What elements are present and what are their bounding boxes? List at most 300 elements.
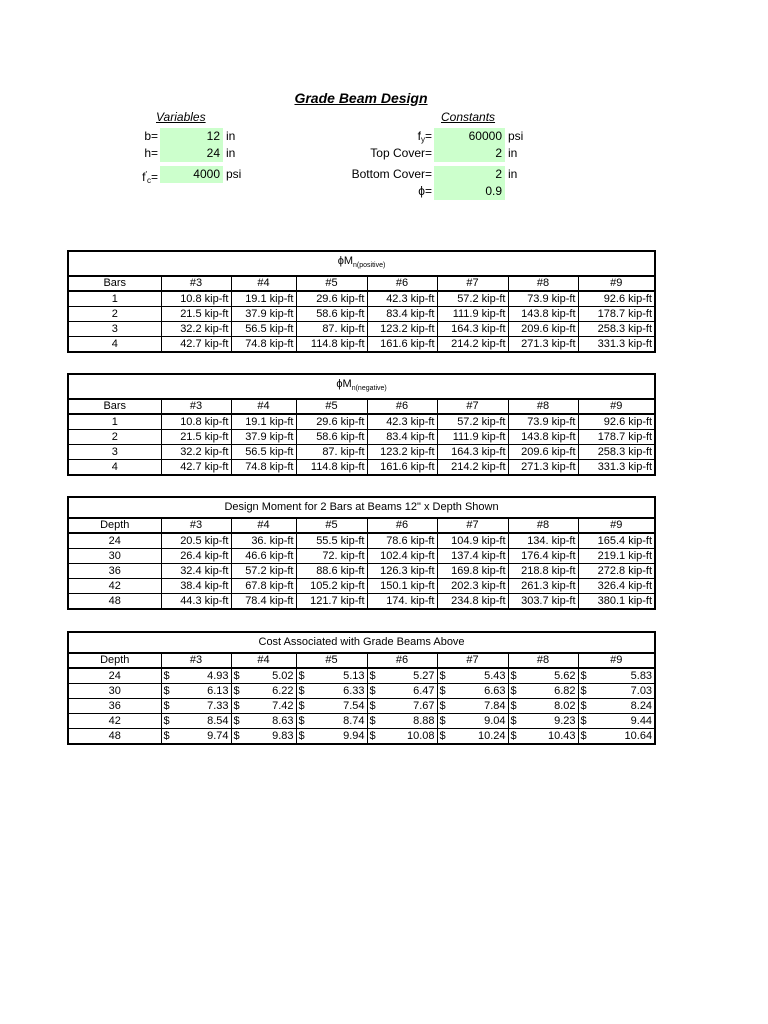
bar-size-header: #3 <box>161 653 231 668</box>
cost-cell[interactable] <box>231 729 296 745</box>
moment-cell[interactable]: 380.1 kip-ft <box>578 594 655 610</box>
cost-cell-content <box>299 714 365 728</box>
moment-cell[interactable]: 21.5 kip-ft <box>161 430 231 445</box>
cost-cell-content <box>234 714 294 728</box>
cost-cell[interactable] <box>231 714 296 729</box>
moment-cell[interactable]: 174. kip-ft <box>367 594 437 610</box>
moment-cell[interactable]: 331.3 kip-ft <box>578 460 655 476</box>
moment-cell[interactable]: 169.8 kip-ft <box>437 564 508 579</box>
currency-symbol: $ <box>510 715 517 727</box>
constant-top-cover-value[interactable]: 2 <box>434 145 505 162</box>
cost-cell[interactable] <box>296 699 367 714</box>
cost-cell[interactable] <box>578 714 655 729</box>
bar-size-header: #3 <box>161 399 231 414</box>
row-label: 2 <box>68 430 161 445</box>
bar-size-header: #8 <box>508 518 578 533</box>
design-moment-table <box>67 496 656 610</box>
cost-cell[interactable] <box>508 699 578 714</box>
currency-symbol: $ <box>163 730 170 742</box>
bar-size-header: #4 <box>231 518 296 533</box>
moment-cell[interactable]: 164.3 kip-ft <box>437 445 508 460</box>
currency-symbol: $ <box>369 700 376 712</box>
cost-value: 5.27 <box>413 670 435 682</box>
moment-cell[interactable]: 209.6 kip-ft <box>508 445 578 460</box>
row-label: 30 <box>68 684 161 699</box>
moment-positive-table <box>67 250 656 353</box>
currency-symbol: $ <box>233 715 240 727</box>
cost-cell-content <box>440 729 506 743</box>
moment-cell[interactable]: 165.4 kip-ft <box>578 533 655 549</box>
cost-cell[interactable] <box>296 668 367 684</box>
row-label: 24 <box>68 668 161 684</box>
moment-cell[interactable]: 44.3 kip-ft <box>161 594 231 610</box>
table-row <box>68 307 655 322</box>
cost-value: 7.33 <box>207 700 229 712</box>
table-title <box>68 497 655 518</box>
moment-cell[interactable]: 32.2 kip-ft <box>161 322 231 337</box>
constant-bottom-cover-label: Bottom Cover= <box>351 167 432 181</box>
cost-cell-content <box>581 684 653 698</box>
cost-value: 8.54 <box>207 715 229 727</box>
moment-cell[interactable]: 78.4 kip-ft <box>231 594 296 610</box>
cost-cell[interactable] <box>367 714 437 729</box>
moment-cell[interactable]: 42.3 kip-ft <box>367 291 437 307</box>
cost-cell[interactable] <box>578 729 655 745</box>
cost-value: 9.44 <box>630 715 653 727</box>
moment-cell[interactable]: 104.9 kip-ft <box>437 533 508 549</box>
bar-size-header: #6 <box>367 518 437 533</box>
table-row <box>68 699 655 714</box>
table-row <box>68 445 655 460</box>
bar-size-header: #5 <box>296 653 367 668</box>
moment-cell[interactable]: 74.8 kip-ft <box>231 460 296 476</box>
moment-cell[interactable]: 202.3 kip-ft <box>437 579 508 594</box>
currency-symbol: $ <box>439 685 446 697</box>
moment-cell[interactable]: 78.6 kip-ft <box>367 533 437 549</box>
row-header-cell: Depth <box>68 518 161 533</box>
table-row <box>68 460 655 476</box>
constant-bottom-cover-value[interactable]: 2 <box>434 166 505 183</box>
table-title-row <box>68 632 655 653</box>
moment-cell[interactable]: 19.1 kip-ft <box>231 291 296 307</box>
currency-symbol: $ <box>510 685 517 697</box>
moment-cell[interactable]: 143.8 kip-ft <box>508 307 578 322</box>
moment-negative-table <box>67 373 656 476</box>
moment-cell[interactable]: 57.2 kip-ft <box>437 291 508 307</box>
cost-value: 5.13 <box>343 670 365 682</box>
table-row <box>68 291 655 307</box>
cost-cell[interactable] <box>231 699 296 714</box>
moment-cell[interactable]: 42.7 kip-ft <box>161 460 231 476</box>
moment-cell[interactable]: 271.3 kip-ft <box>508 337 578 353</box>
currency-symbol: $ <box>439 715 446 727</box>
bar-size-header: #3 <box>161 518 231 533</box>
moment-cell[interactable]: 20.5 kip-ft <box>161 533 231 549</box>
moment-cell[interactable]: 29.6 kip-ft <box>296 414 367 430</box>
constant-fy-unit: psi <box>508 129 524 143</box>
moment-cell[interactable]: 87. kip-ft <box>296 445 367 460</box>
moment-cell[interactable]: 161.6 kip-ft <box>367 460 437 476</box>
currency-symbol: $ <box>163 685 170 697</box>
moment-cell[interactable]: 178.7 kip-ft <box>578 307 655 322</box>
moment-cell[interactable]: 32.4 kip-ft <box>161 564 231 579</box>
currency-symbol: $ <box>580 730 587 742</box>
row-header-cell: Bars <box>68 276 161 291</box>
table-row <box>68 549 655 564</box>
moment-cell[interactable]: 134. kip-ft <box>508 533 578 549</box>
moment-cell[interactable]: 123.2 kip-ft <box>367 322 437 337</box>
moment-cell[interactable]: 37.9 kip-ft <box>231 430 296 445</box>
moment-cell[interactable]: 72. kip-ft <box>296 549 367 564</box>
moment-cell[interactable]: 67.8 kip-ft <box>231 579 296 594</box>
cost-cell-content <box>581 699 653 713</box>
moment-cell[interactable]: 111.9 kip-ft <box>437 430 508 445</box>
currency-symbol: $ <box>369 730 376 742</box>
cost-value: 8.74 <box>343 715 365 727</box>
moment-cell[interactable]: 37.9 kip-ft <box>231 307 296 322</box>
variable-fc-label: $f'_c=$ <box>142 170 158 185</box>
bar-size-header: #9 <box>578 518 655 533</box>
table-row <box>68 564 655 579</box>
variable-b-unit: in <box>226 129 236 143</box>
cost-cell-content <box>581 714 653 728</box>
cost-cell-content <box>234 729 294 743</box>
currency-symbol: $ <box>233 700 240 712</box>
moment-cell[interactable]: 176.4 kip-ft <box>508 549 578 564</box>
row-label: 36 <box>68 699 161 714</box>
cost-cell-content <box>440 669 506 683</box>
currency-symbol: $ <box>233 685 240 697</box>
cost-cell-content <box>370 684 435 698</box>
cost-cell-content <box>299 669 365 683</box>
cost-cell[interactable] <box>367 684 437 699</box>
cost-cell-content <box>234 684 294 698</box>
cost-cell-content <box>164 729 229 743</box>
bar-size-header: #5 <box>296 518 367 533</box>
cost-cell-content <box>370 669 435 683</box>
row-label: 3 <box>68 445 161 460</box>
row-header-cell: Depth <box>68 653 161 668</box>
moment-cell[interactable]: 123.2 kip-ft <box>367 445 437 460</box>
cost-cell[interactable] <box>578 699 655 714</box>
moment-cell[interactable]: 126.3 kip-ft <box>367 564 437 579</box>
cost-cell-content <box>511 699 576 713</box>
row-label: 30 <box>68 549 161 564</box>
moment-cell[interactable]: 10.8 kip-ft <box>161 414 231 430</box>
moment-cell[interactable]: 303.7 kip-ft <box>508 594 578 610</box>
cost-cell[interactable] <box>161 714 231 729</box>
cost-cell-content <box>511 669 576 683</box>
constant-top-cover-label: Top Cover= <box>370 146 432 160</box>
cost-value: 5.83 <box>630 670 653 682</box>
cost-cell-content <box>234 669 294 683</box>
moment-cell[interactable]: 57.2 kip-ft <box>231 564 296 579</box>
cost-cell[interactable] <box>367 729 437 745</box>
cost-value: 9.83 <box>272 730 294 742</box>
cost-cell[interactable] <box>437 699 508 714</box>
table-row <box>68 430 655 445</box>
moment-cell[interactable]: 272.8 kip-ft <box>578 564 655 579</box>
constant-fy-value[interactable]: 60000 <box>434 128 505 145</box>
moment-cell[interactable]: 164.3 kip-ft <box>437 322 508 337</box>
moment-cell[interactable]: 55.5 kip-ft <box>296 533 367 549</box>
currency-symbol: $ <box>439 700 446 712</box>
moment-cell[interactable]: 102.4 kip-ft <box>367 549 437 564</box>
bar-size-header: #7 <box>437 399 508 414</box>
moment-cell[interactable]: 92.6 kip-ft <box>578 291 655 307</box>
table-title: Cost Associated with Grade Beams Above <box>68 632 655 653</box>
moment-cell[interactable]: 21.5 kip-ft <box>161 307 231 322</box>
currency-symbol: $ <box>298 685 305 697</box>
table-title <box>68 251 655 276</box>
cost-cell-content <box>511 714 576 728</box>
cost-value: 10.24 <box>477 730 506 742</box>
variable-b-value[interactable]: 12 <box>160 128 223 145</box>
cost-cell[interactable] <box>296 684 367 699</box>
table-title-row <box>68 251 655 276</box>
cost-value: 6.47 <box>413 685 435 697</box>
cost-cell-content <box>299 699 365 713</box>
cost-cell[interactable] <box>161 684 231 699</box>
cost-value: 4.93 <box>207 670 229 682</box>
cost-value: 7.84 <box>484 700 506 712</box>
currency-symbol: $ <box>298 715 305 727</box>
moment-cell[interactable]: 10.8 kip-ft <box>161 291 231 307</box>
cost-value: 5.02 <box>272 670 294 682</box>
cost-cell[interactable] <box>231 684 296 699</box>
currency-symbol: $ <box>233 730 240 742</box>
cost-cell[interactable] <box>161 729 231 745</box>
cost-value: 9.94 <box>343 730 365 742</box>
row-label: 3 <box>68 322 161 337</box>
bar-size-header: #7 <box>437 518 508 533</box>
table-title <box>68 374 655 399</box>
moment-cell[interactable]: 137.4 kip-ft <box>437 549 508 564</box>
cost-cell[interactable] <box>437 684 508 699</box>
moment-cell[interactable]: 214.2 kip-ft <box>437 337 508 353</box>
cost-value: 8.02 <box>554 700 576 712</box>
cost-cell[interactable] <box>437 729 508 745</box>
currency-symbol: $ <box>439 730 446 742</box>
cost-value: 6.13 <box>207 685 229 697</box>
cost-cell-content <box>234 699 294 713</box>
cost-cell[interactable] <box>161 668 231 684</box>
bar-size-header: #4 <box>231 653 296 668</box>
cost-cell-content <box>581 729 653 743</box>
table-header-row <box>68 399 655 414</box>
moment-cell[interactable]: 73.9 kip-ft <box>508 291 578 307</box>
moment-cell[interactable]: 83.4 kip-ft <box>367 430 437 445</box>
cost-cell-content <box>440 684 506 698</box>
moment-cell[interactable]: 258.3 kip-ft <box>578 322 655 337</box>
cost-cell[interactable] <box>437 668 508 684</box>
table-row <box>68 729 655 745</box>
table-title-subscript: n(negative) <box>351 385 387 392</box>
bar-size-header: #6 <box>367 399 437 414</box>
cost-cell[interactable] <box>508 684 578 699</box>
cost-value: 8.88 <box>413 715 435 727</box>
variable-h-unit: in <box>226 146 236 160</box>
cost-value: 8.24 <box>630 700 653 712</box>
moment-cell[interactable]: 209.6 kip-ft <box>508 322 578 337</box>
moment-cell[interactable]: 150.1 kip-ft <box>367 579 437 594</box>
table-row <box>68 579 655 594</box>
variable-fc-value[interactable]: 4000 <box>160 166 223 183</box>
moment-cell[interactable]: 261.3 kip-ft <box>508 579 578 594</box>
cost-cell[interactable] <box>296 714 367 729</box>
moment-cell[interactable]: 36. kip-ft <box>231 533 296 549</box>
row-label: 1 <box>68 291 161 307</box>
bar-size-header: #9 <box>578 653 655 668</box>
cost-value: 7.03 <box>630 685 653 697</box>
cost-value: 5.43 <box>484 670 506 682</box>
cost-cell[interactable] <box>578 668 655 684</box>
table-title-main: ϕM <box>337 255 354 267</box>
moment-cell[interactable]: 258.3 kip-ft <box>578 445 655 460</box>
cost-table <box>67 631 656 745</box>
row-label: 1 <box>68 414 161 430</box>
moment-cell[interactable]: 114.8 kip-ft <box>296 337 367 353</box>
bar-size-header: #8 <box>508 276 578 291</box>
cost-cell[interactable] <box>508 729 578 745</box>
currency-symbol: $ <box>510 700 517 712</box>
cost-cell-content <box>370 714 435 728</box>
table-title-main: ϕM <box>336 378 352 390</box>
currency-symbol: $ <box>298 700 305 712</box>
moment-cell[interactable]: 42.3 kip-ft <box>367 414 437 430</box>
constant-phi-label: ϕ= <box>418 184 432 198</box>
row-label: 48 <box>68 594 161 610</box>
currency-symbol: $ <box>510 670 517 682</box>
moment-cell[interactable]: 88.6 kip-ft <box>296 564 367 579</box>
moment-cell[interactable]: 32.2 kip-ft <box>161 445 231 460</box>
constant-fy-label: $f_y=$ <box>417 129 432 144</box>
cost-value: 10.08 <box>406 730 435 742</box>
moment-cell[interactable]: 83.4 kip-ft <box>367 307 437 322</box>
cost-cell[interactable] <box>367 668 437 684</box>
variables-heading: Variables <box>156 110 206 124</box>
variable-h-value[interactable]: 24 <box>160 145 223 162</box>
currency-symbol: $ <box>233 670 240 682</box>
table-row <box>68 322 655 337</box>
cost-cell[interactable] <box>508 714 578 729</box>
variable-h-label: h= <box>144 146 158 160</box>
table-row <box>68 684 655 699</box>
moment-cell[interactable]: 271.3 kip-ft <box>508 460 578 476</box>
cost-cell[interactable] <box>296 729 367 745</box>
cost-cell-content <box>164 684 229 698</box>
moment-cell[interactable]: 219.1 kip-ft <box>578 549 655 564</box>
moment-cell[interactable]: 218.8 kip-ft <box>508 564 578 579</box>
moment-cell[interactable]: 26.4 kip-ft <box>161 549 231 564</box>
moment-cell[interactable]: 143.8 kip-ft <box>508 430 578 445</box>
variable-b-label: b= <box>144 129 158 143</box>
cost-cell-content <box>370 699 435 713</box>
bar-size-header: #9 <box>578 276 655 291</box>
table-header-row <box>68 518 655 533</box>
currency-symbol: $ <box>439 670 446 682</box>
cost-value: 7.42 <box>272 700 294 712</box>
row-label: 48 <box>68 729 161 745</box>
moment-cell[interactable]: 46.6 kip-ft <box>231 549 296 564</box>
cost-value: 10.43 <box>547 730 576 742</box>
cost-value: 7.67 <box>413 700 435 712</box>
moment-cell[interactable]: 111.9 kip-ft <box>437 307 508 322</box>
moment-cell[interactable]: 92.6 kip-ft <box>578 414 655 430</box>
cost-cell[interactable] <box>161 699 231 714</box>
currency-symbol: $ <box>163 700 170 712</box>
currency-symbol: $ <box>369 715 376 727</box>
moment-cell[interactable]: 331.3 kip-ft <box>578 337 655 353</box>
cost-cell[interactable] <box>437 714 508 729</box>
table-row <box>68 594 655 610</box>
moment-cell[interactable]: 326.4 kip-ft <box>578 579 655 594</box>
cost-cell-content <box>299 684 365 698</box>
moment-cell[interactable]: 58.6 kip-ft <box>296 430 367 445</box>
moment-cell[interactable]: 114.8 kip-ft <box>296 460 367 476</box>
currency-symbol: $ <box>580 715 587 727</box>
table-row <box>68 714 655 729</box>
currency-symbol: $ <box>369 670 376 682</box>
cost-cell[interactable] <box>231 668 296 684</box>
currency-symbol: $ <box>298 730 305 742</box>
moment-cell[interactable]: 105.2 kip-ft <box>296 579 367 594</box>
table-title-row <box>68 374 655 399</box>
bar-size-header: #4 <box>231 276 296 291</box>
constant-phi-value[interactable]: 0.9 <box>434 183 505 200</box>
cost-value: 6.82 <box>554 685 576 697</box>
moment-cell[interactable]: 42.7 kip-ft <box>161 337 231 353</box>
bar-size-header: #7 <box>437 276 508 291</box>
page-title: Grade Beam Design <box>294 90 428 106</box>
cost-cell[interactable] <box>367 699 437 714</box>
constants-heading: Constants <box>441 110 496 124</box>
cost-value: 7.54 <box>343 700 365 712</box>
table-row <box>68 533 655 549</box>
row-header-cell: Bars <box>68 399 161 414</box>
cost-cell-content <box>581 669 653 683</box>
moment-cell[interactable]: 121.7 kip-ft <box>296 594 367 610</box>
moment-cell[interactable]: 161.6 kip-ft <box>367 337 437 353</box>
bar-size-header: #5 <box>296 399 367 414</box>
constant-bottom-cover-unit: in <box>508 167 518 181</box>
moment-cell[interactable]: 214.2 kip-ft <box>437 460 508 476</box>
moment-cell[interactable]: 19.1 kip-ft <box>231 414 296 430</box>
cost-value: 6.33 <box>343 685 365 697</box>
cost-value: 9.74 <box>207 730 229 742</box>
moment-cell[interactable]: 38.4 kip-ft <box>161 579 231 594</box>
moment-cell[interactable]: 29.6 kip-ft <box>296 291 367 307</box>
bar-size-header: #4 <box>231 399 296 414</box>
moment-cell[interactable]: 56.5 kip-ft <box>231 322 296 337</box>
moment-cell[interactable]: 234.8 kip-ft <box>437 594 508 610</box>
moment-cell[interactable]: 57.2 kip-ft <box>437 414 508 430</box>
moment-cell[interactable]: 178.7 kip-ft <box>578 430 655 445</box>
moment-cell[interactable]: 56.5 kip-ft <box>231 445 296 460</box>
table-title-subscript: n(positive) <box>353 262 386 269</box>
cost-cell[interactable] <box>508 668 578 684</box>
bar-size-header: #3 <box>161 276 231 291</box>
moment-cell[interactable]: 87. kip-ft <box>296 322 367 337</box>
table-title-main: Design Moment for 2 Bars at Beams 12" x Depth Shown <box>224 501 499 513</box>
moment-cell[interactable]: 58.6 kip-ft <box>296 307 367 322</box>
cost-value: 10.64 <box>624 730 653 742</box>
bar-size-header: #6 <box>367 653 437 668</box>
cost-cell[interactable] <box>578 684 655 699</box>
moment-cell[interactable]: 74.8 kip-ft <box>231 337 296 353</box>
moment-cell[interactable]: 73.9 kip-ft <box>508 414 578 430</box>
row-label: 24 <box>68 533 161 549</box>
